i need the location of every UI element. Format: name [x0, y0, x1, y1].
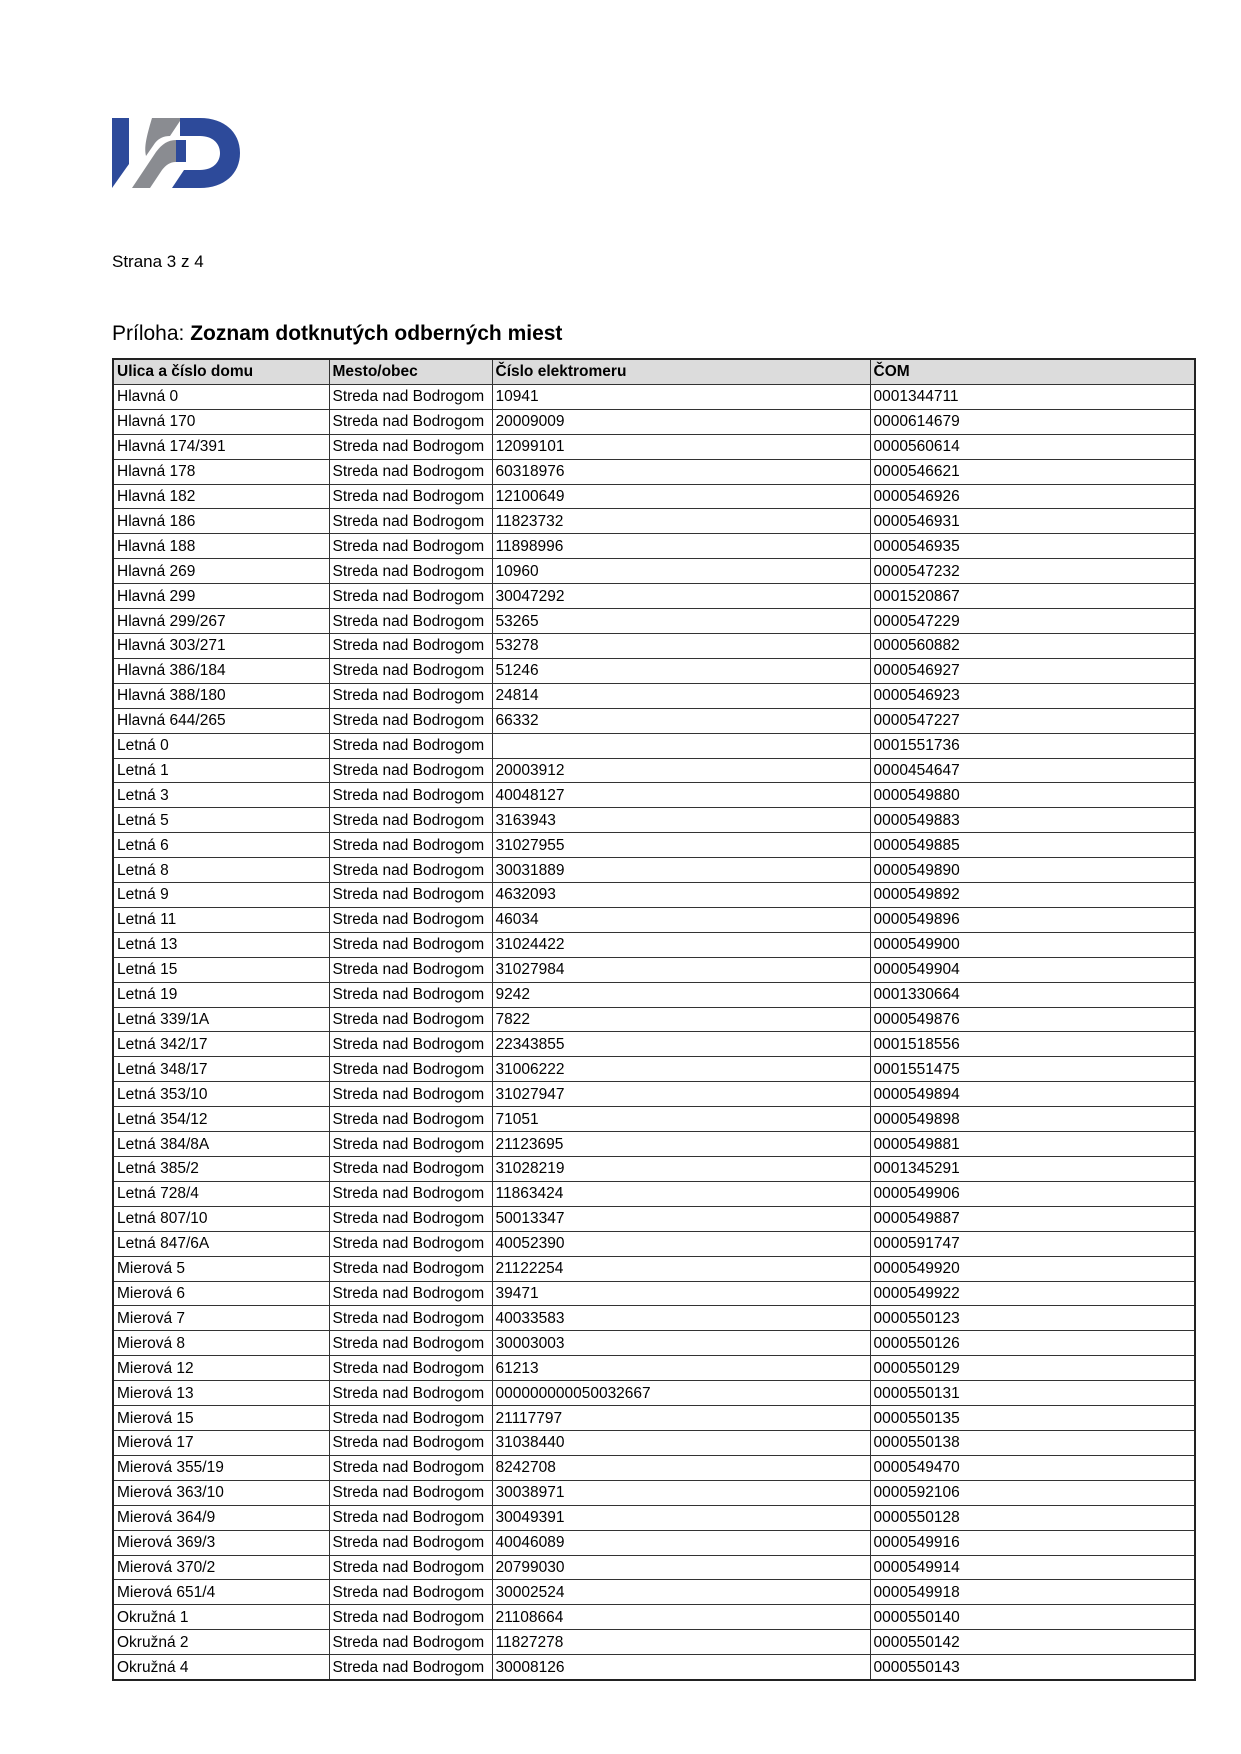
cell-meter-number: 21123695 — [492, 1132, 870, 1157]
cell-city: Streda nad Bodrogom — [329, 1107, 492, 1132]
cell-city: Streda nad Bodrogom — [329, 1356, 492, 1381]
cell-street: Mierová 8 — [113, 1331, 329, 1356]
table-row — [113, 584, 1195, 609]
table-row — [113, 1057, 1195, 1082]
cell-meter-number: 40052390 — [492, 1231, 870, 1256]
cell-meter-number: 21122254 — [492, 1256, 870, 1281]
cell-street: Mierová 370/2 — [113, 1555, 329, 1580]
cell-meter-number: 30003003 — [492, 1331, 870, 1356]
cell-street: Hlavná 388/180 — [113, 683, 329, 708]
table-row — [113, 833, 1195, 858]
cell-com: 0000592106 — [870, 1480, 1195, 1505]
cell-street: Letná 1 — [113, 758, 329, 783]
cell-com: 0001345291 — [870, 1157, 1195, 1182]
cell-city: Streda nad Bodrogom — [329, 1505, 492, 1530]
cell-city: Streda nad Bodrogom — [329, 883, 492, 908]
cell-city: Streda nad Bodrogom — [329, 384, 492, 409]
cell-city: Streda nad Bodrogom — [329, 658, 492, 683]
cell-street: Letná 339/1A — [113, 1007, 329, 1032]
cell-com: 0000550131 — [870, 1381, 1195, 1406]
table-row — [113, 1306, 1195, 1331]
cell-meter-number: 24814 — [492, 683, 870, 708]
cell-city: Streda nad Bodrogom — [329, 957, 492, 982]
table-row — [113, 1181, 1195, 1206]
cell-com: 0000549876 — [870, 1007, 1195, 1032]
cell-meter-number: 21117797 — [492, 1406, 870, 1431]
cell-street: Letná 847/6A — [113, 1231, 329, 1256]
cell-com: 0000547227 — [870, 708, 1195, 733]
cell-city: Streda nad Bodrogom — [329, 1157, 492, 1182]
cell-city: Streda nad Bodrogom — [329, 783, 492, 808]
cell-meter-number: 31027947 — [492, 1082, 870, 1107]
cell-street: Mierová 369/3 — [113, 1530, 329, 1555]
table-row — [113, 1605, 1195, 1630]
table-row — [113, 1505, 1195, 1530]
cell-meter-number: 10941 — [492, 384, 870, 409]
cell-street: Mierová 7 — [113, 1306, 329, 1331]
cell-street: Mierová 5 — [113, 1256, 329, 1281]
cell-com: 0000614679 — [870, 409, 1195, 434]
cell-city: Streda nad Bodrogom — [329, 1132, 492, 1157]
cell-street: Hlavná 386/184 — [113, 658, 329, 683]
cell-city: Streda nad Bodrogom — [329, 559, 492, 584]
cell-city: Streda nad Bodrogom — [329, 1430, 492, 1455]
cell-street: Okružná 2 — [113, 1630, 329, 1655]
affected-supply-points-table — [112, 358, 1196, 1681]
cell-meter-number: 31038440 — [492, 1430, 870, 1455]
cell-street: Letná 728/4 — [113, 1181, 329, 1206]
cell-com: 0000549880 — [870, 783, 1195, 808]
cell-city: Streda nad Bodrogom — [329, 907, 492, 932]
cell-street: Hlavná 303/271 — [113, 633, 329, 658]
table-row — [113, 1281, 1195, 1306]
cell-street: Okružná 1 — [113, 1605, 329, 1630]
cell-city: Streda nad Bodrogom — [329, 982, 492, 1007]
table-row — [113, 1630, 1195, 1655]
cell-meter-number: 000000000050032667 — [492, 1381, 870, 1406]
cell-city: Streda nad Bodrogom — [329, 1306, 492, 1331]
table-row — [113, 1555, 1195, 1580]
table-row — [113, 434, 1195, 459]
cell-com: 0001551736 — [870, 733, 1195, 758]
cell-com: 0000547229 — [870, 609, 1195, 634]
cell-city: Streda nad Bodrogom — [329, 1057, 492, 1082]
cell-street: Hlavná 269 — [113, 559, 329, 584]
cell-city: Streda nad Bodrogom — [329, 1032, 492, 1057]
cell-meter-number: 20009009 — [492, 409, 870, 434]
table-row — [113, 1256, 1195, 1281]
cell-street: Mierová 15 — [113, 1406, 329, 1431]
table-row — [113, 708, 1195, 733]
table-row — [113, 1406, 1195, 1431]
cell-com: 0000549918 — [870, 1580, 1195, 1605]
cell-city: Streda nad Bodrogom — [329, 1580, 492, 1605]
table-row — [113, 509, 1195, 534]
table-row — [113, 459, 1195, 484]
cell-city: Streda nad Bodrogom — [329, 1480, 492, 1505]
cell-meter-number: 53265 — [492, 609, 870, 634]
cell-com: 0000546923 — [870, 683, 1195, 708]
cell-meter-number: 7822 — [492, 1007, 870, 1032]
cell-com: 0000560614 — [870, 434, 1195, 459]
cell-street: Letná 384/8A — [113, 1132, 329, 1157]
cell-meter-number: 30047292 — [492, 584, 870, 609]
cell-meter-number: 30049391 — [492, 1505, 870, 1530]
cell-city: Streda nad Bodrogom — [329, 1082, 492, 1107]
cell-meter-number: 30002524 — [492, 1580, 870, 1605]
table-row — [113, 1132, 1195, 1157]
cell-city: Streda nad Bodrogom — [329, 833, 492, 858]
cell-com: 0000546927 — [870, 658, 1195, 683]
table-row — [113, 534, 1195, 559]
cell-city: Streda nad Bodrogom — [329, 858, 492, 883]
table-row — [113, 733, 1195, 758]
cell-street: Hlavná 174/391 — [113, 434, 329, 459]
cell-com: 0001551475 — [870, 1057, 1195, 1082]
cell-com: 0000550142 — [870, 1630, 1195, 1655]
table-row — [113, 883, 1195, 908]
cell-city: Streda nad Bodrogom — [329, 1181, 492, 1206]
cell-street: Letná 5 — [113, 808, 329, 833]
cell-street: Hlavná 644/265 — [113, 708, 329, 733]
table-row — [113, 932, 1195, 957]
cell-meter-number: 11898996 — [492, 534, 870, 559]
table-body — [113, 384, 1195, 1680]
cell-com: 0000549883 — [870, 808, 1195, 833]
cell-meter-number: 30008126 — [492, 1655, 870, 1680]
column-header-street: Ulica a číslo domu — [113, 359, 329, 384]
cell-street: Mierová 17 — [113, 1430, 329, 1455]
cell-meter-number: 66332 — [492, 708, 870, 733]
cell-street: Mierová 355/19 — [113, 1455, 329, 1480]
cell-city: Streda nad Bodrogom — [329, 1206, 492, 1231]
cell-com: 0000549916 — [870, 1530, 1195, 1555]
cell-street: Mierová 13 — [113, 1381, 329, 1406]
table-row — [113, 409, 1195, 434]
cell-com: 0000549904 — [870, 957, 1195, 982]
cell-com: 0000549920 — [870, 1256, 1195, 1281]
cell-street: Hlavná 0 — [113, 384, 329, 409]
cell-meter-number: 71051 — [492, 1107, 870, 1132]
table-row — [113, 808, 1195, 833]
cell-com: 0000547232 — [870, 559, 1195, 584]
cell-meter-number: 51246 — [492, 658, 870, 683]
cell-meter-number: 21108664 — [492, 1605, 870, 1630]
cell-street: Letná 0 — [113, 733, 329, 758]
cell-city: Streda nad Bodrogom — [329, 509, 492, 534]
cell-meter-number: 46034 — [492, 907, 870, 932]
cell-meter-number: 22343855 — [492, 1032, 870, 1057]
table-row — [113, 1231, 1195, 1256]
cell-com: 0001518556 — [870, 1032, 1195, 1057]
cell-street: Letná 11 — [113, 907, 329, 932]
cell-street: Mierová 364/9 — [113, 1505, 329, 1530]
table-row — [113, 783, 1195, 808]
table-row — [113, 1580, 1195, 1605]
cell-street: Letná 385/2 — [113, 1157, 329, 1182]
cell-city: Streda nad Bodrogom — [329, 484, 492, 509]
cell-com: 0000549896 — [870, 907, 1195, 932]
cell-city: Streda nad Bodrogom — [329, 1455, 492, 1480]
cell-meter-number: 30031889 — [492, 858, 870, 883]
cell-com: 0000550135 — [870, 1406, 1195, 1431]
table-row — [113, 758, 1195, 783]
cell-meter-number: 50013347 — [492, 1206, 870, 1231]
cell-street: Letná 19 — [113, 982, 329, 1007]
table-row — [113, 683, 1195, 708]
cell-meter-number: 61213 — [492, 1356, 870, 1381]
cell-com: 0000549881 — [870, 1132, 1195, 1157]
cell-meter-number: 39471 — [492, 1281, 870, 1306]
cell-city: Streda nad Bodrogom — [329, 1605, 492, 1630]
table-row — [113, 559, 1195, 584]
cell-city: Streda nad Bodrogom — [329, 932, 492, 957]
cell-street: Mierová 651/4 — [113, 1580, 329, 1605]
cell-street: Hlavná 186 — [113, 509, 329, 534]
cell-street: Letná 807/10 — [113, 1206, 329, 1231]
cell-com: 0000591747 — [870, 1231, 1195, 1256]
cell-city: Streda nad Bodrogom — [329, 534, 492, 559]
cell-com: 0000546621 — [870, 459, 1195, 484]
cell-street: Okružná 4 — [113, 1655, 329, 1680]
cell-com: 0000549892 — [870, 883, 1195, 908]
cell-city: Streda nad Bodrogom — [329, 1256, 492, 1281]
cell-meter-number — [492, 733, 870, 758]
cell-street: Hlavná 188 — [113, 534, 329, 559]
cell-com: 0000549887 — [870, 1206, 1195, 1231]
cell-city: Streda nad Bodrogom — [329, 1555, 492, 1580]
cell-meter-number: 60318976 — [492, 459, 870, 484]
table-row — [113, 907, 1195, 932]
table-row — [113, 633, 1195, 658]
cell-city: Streda nad Bodrogom — [329, 808, 492, 833]
table-row — [113, 1381, 1195, 1406]
cell-meter-number: 31006222 — [492, 1057, 870, 1082]
table-row — [113, 1430, 1195, 1455]
cell-meter-number: 31027955 — [492, 833, 870, 858]
cell-city: Streda nad Bodrogom — [329, 733, 492, 758]
table-row — [113, 1032, 1195, 1057]
cell-city: Streda nad Bodrogom — [329, 1381, 492, 1406]
cell-city: Streda nad Bodrogom — [329, 1007, 492, 1032]
cell-city: Streda nad Bodrogom — [329, 1281, 492, 1306]
table-row — [113, 1480, 1195, 1505]
cell-com: 0000546935 — [870, 534, 1195, 559]
table-row — [113, 484, 1195, 509]
cell-city: Streda nad Bodrogom — [329, 1231, 492, 1256]
table-row — [113, 384, 1195, 409]
cell-meter-number: 40046089 — [492, 1530, 870, 1555]
table-row — [113, 1331, 1195, 1356]
cell-meter-number: 31028219 — [492, 1157, 870, 1182]
table-row — [113, 1007, 1195, 1032]
column-header-meter-number: Číslo elektromeru — [492, 359, 870, 384]
column-header-city: Mesto/obec — [329, 359, 492, 384]
cell-street: Mierová 363/10 — [113, 1480, 329, 1505]
cell-street: Hlavná 170 — [113, 409, 329, 434]
table-row — [113, 1455, 1195, 1480]
cell-city: Streda nad Bodrogom — [329, 434, 492, 459]
cell-street: Hlavná 299/267 — [113, 609, 329, 634]
cell-city: Streda nad Bodrogom — [329, 609, 492, 634]
table-row — [113, 1356, 1195, 1381]
cell-meter-number: 12099101 — [492, 434, 870, 459]
cell-meter-number: 20003912 — [492, 758, 870, 783]
table-row — [113, 1157, 1195, 1182]
cell-com: 0000550123 — [870, 1306, 1195, 1331]
cell-city: Streda nad Bodrogom — [329, 459, 492, 484]
cell-street: Hlavná 182 — [113, 484, 329, 509]
cell-com: 0001344711 — [870, 384, 1195, 409]
cell-street: Letná 6 — [113, 833, 329, 858]
cell-street: Hlavná 299 — [113, 584, 329, 609]
cell-com: 0000549894 — [870, 1082, 1195, 1107]
cell-street: Mierová 12 — [113, 1356, 329, 1381]
table-row — [113, 1206, 1195, 1231]
cell-com: 0000549885 — [870, 833, 1195, 858]
cell-city: Streda nad Bodrogom — [329, 683, 492, 708]
cell-city: Streda nad Bodrogom — [329, 1331, 492, 1356]
cell-com: 0001520867 — [870, 584, 1195, 609]
cell-com: 0000549906 — [870, 1181, 1195, 1206]
table-row — [113, 1107, 1195, 1132]
table-row — [113, 1530, 1195, 1555]
cell-com: 0000550129 — [870, 1356, 1195, 1381]
cell-city: Streda nad Bodrogom — [329, 708, 492, 733]
title-prefix: Príloha: — [112, 322, 191, 345]
cell-street: Letná 8 — [113, 858, 329, 883]
cell-meter-number: 9242 — [492, 982, 870, 1007]
cell-com: 0000549470 — [870, 1455, 1195, 1480]
cell-meter-number: 3163943 — [492, 808, 870, 833]
cell-meter-number: 4632093 — [492, 883, 870, 908]
cell-street: Letná 348/17 — [113, 1057, 329, 1082]
cell-meter-number: 30038971 — [492, 1480, 870, 1505]
cell-meter-number: 31024422 — [492, 932, 870, 957]
cell-city: Streda nad Bodrogom — [329, 1530, 492, 1555]
cell-com: 0000550138 — [870, 1430, 1195, 1455]
title-main: Zoznam dotknutých odberných miest — [190, 322, 563, 345]
cell-city: Streda nad Bodrogom — [329, 1406, 492, 1431]
cell-city: Streda nad Bodrogom — [329, 1655, 492, 1680]
cell-street: Letná 354/12 — [113, 1107, 329, 1132]
cell-com: 0000546931 — [870, 509, 1195, 534]
cell-meter-number: 31027984 — [492, 957, 870, 982]
cell-meter-number: 11823732 — [492, 509, 870, 534]
cell-street: Letná 3 — [113, 783, 329, 808]
cell-com: 0000549922 — [870, 1281, 1195, 1306]
column-header-com: ČOM — [870, 359, 1195, 384]
cell-com: 0000549900 — [870, 932, 1195, 957]
cell-com: 0000550143 — [870, 1655, 1195, 1680]
cell-com: 0000546926 — [870, 484, 1195, 509]
cell-city: Streda nad Bodrogom — [329, 584, 492, 609]
cell-street: Hlavná 178 — [113, 459, 329, 484]
cell-city: Streda nad Bodrogom — [329, 409, 492, 434]
table-row — [113, 858, 1195, 883]
cell-com: 0000549890 — [870, 858, 1195, 883]
cell-meter-number: 8242708 — [492, 1455, 870, 1480]
cell-meter-number: 10960 — [492, 559, 870, 584]
cell-meter-number: 11863424 — [492, 1181, 870, 1206]
cell-com: 0001330664 — [870, 982, 1195, 1007]
cell-meter-number: 40048127 — [492, 783, 870, 808]
vsd-logo — [112, 118, 240, 188]
table-row — [113, 957, 1195, 982]
cell-meter-number: 11827278 — [492, 1630, 870, 1655]
table-row — [113, 982, 1195, 1007]
cell-street: Mierová 6 — [113, 1281, 329, 1306]
page-number: Strana 3 z 4 — [112, 252, 204, 271]
cell-meter-number: 20799030 — [492, 1555, 870, 1580]
cell-com: 0000550140 — [870, 1605, 1195, 1630]
table-row — [113, 658, 1195, 683]
table-row — [113, 1655, 1195, 1680]
cell-city: Streda nad Bodrogom — [329, 758, 492, 783]
cell-city: Streda nad Bodrogom — [329, 633, 492, 658]
cell-com: 0000549914 — [870, 1555, 1195, 1580]
cell-street: Letná 342/17 — [113, 1032, 329, 1057]
cell-meter-number: 53278 — [492, 633, 870, 658]
cell-street: Letná 15 — [113, 957, 329, 982]
cell-com: 0000549898 — [870, 1107, 1195, 1132]
cell-com: 0000550128 — [870, 1505, 1195, 1530]
table-row — [113, 1082, 1195, 1107]
table-row — [113, 609, 1195, 634]
cell-meter-number: 40033583 — [492, 1306, 870, 1331]
cell-street: Letná 13 — [113, 932, 329, 957]
cell-com: 0000454647 — [870, 758, 1195, 783]
table-header-row — [113, 359, 1195, 384]
cell-city: Streda nad Bodrogom — [329, 1630, 492, 1655]
cell-street: Letná 9 — [113, 883, 329, 908]
cell-street: Letná 353/10 — [113, 1082, 329, 1107]
cell-com: 0000560882 — [870, 633, 1195, 658]
cell-meter-number: 12100649 — [492, 484, 870, 509]
page-title — [112, 322, 562, 346]
cell-com: 0000550126 — [870, 1331, 1195, 1356]
